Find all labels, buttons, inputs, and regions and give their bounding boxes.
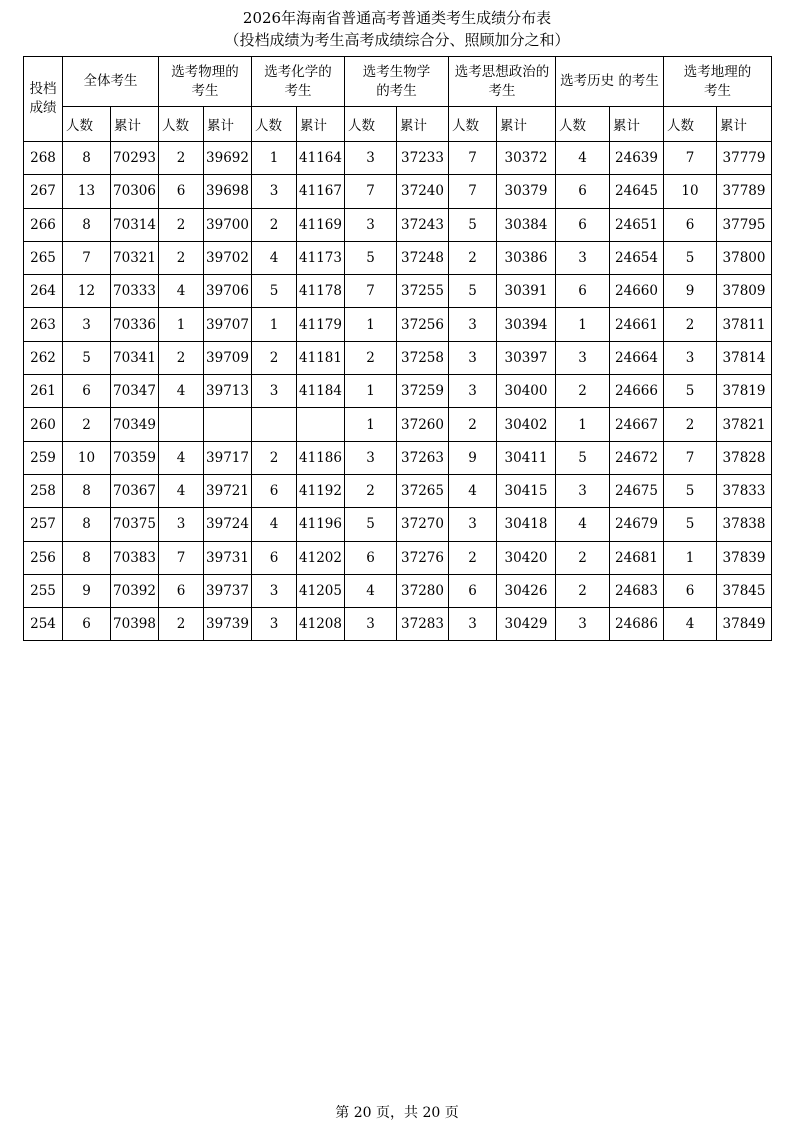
cumulative-cell: 37838 xyxy=(717,508,772,541)
cumulative-cell: 30426 xyxy=(497,574,556,607)
cumulative-cell: 70306 xyxy=(111,175,159,208)
cumulative-cell: 41205 xyxy=(297,574,345,607)
cumulative-cell: 41179 xyxy=(297,308,345,341)
count-cell: 3 xyxy=(63,308,111,341)
count-cell: 7 xyxy=(449,142,497,175)
count-cell: 3 xyxy=(252,608,297,641)
count-cell: 4 xyxy=(345,574,397,607)
cumulative-cell: 37795 xyxy=(717,208,772,241)
cumulative-cell: 30391 xyxy=(497,275,556,308)
count-cell: 12 xyxy=(63,275,111,308)
count-cell: 2 xyxy=(664,308,717,341)
cumulative-cell: 70367 xyxy=(111,474,159,507)
cumulative-cell: 39702 xyxy=(204,241,252,274)
count-cell: 5 xyxy=(345,241,397,274)
count-header: 人数 xyxy=(556,107,610,142)
count-cell: 5 xyxy=(345,508,397,541)
table-row xyxy=(24,574,772,607)
count-cell: 3 xyxy=(556,241,610,274)
score-cell: 267 xyxy=(24,175,63,208)
count-cell: 9 xyxy=(449,441,497,474)
count-cell: 4 xyxy=(159,474,204,507)
count-cell: 10 xyxy=(63,441,111,474)
count-cell: 2 xyxy=(556,541,610,574)
count-cell: 6 xyxy=(63,375,111,408)
cumulative-cell: 39737 xyxy=(204,574,252,607)
page-footer: 第 20 页，共 20 页 xyxy=(335,1105,459,1121)
count-cell: 2 xyxy=(345,341,397,374)
count-cell: 6 xyxy=(556,175,610,208)
cumulative-cell: 30429 xyxy=(497,608,556,641)
count-cell: 5 xyxy=(664,241,717,274)
cumulative-cell: 41186 xyxy=(297,441,345,474)
score-cell: 260 xyxy=(24,408,63,441)
count-cell: 8 xyxy=(63,142,111,175)
cumulative-cell: 39706 xyxy=(204,275,252,308)
count-cell: 6 xyxy=(556,275,610,308)
cumulative-cell: 24661 xyxy=(610,308,664,341)
count-cell: 6 xyxy=(252,541,297,574)
cumulative-cell: 70398 xyxy=(111,608,159,641)
count-cell: 5 xyxy=(556,441,610,474)
table-title: 2026年海南省普通高考普通类考生成绩分布表 xyxy=(242,9,552,27)
count-cell: 3 xyxy=(556,341,610,374)
table-row xyxy=(24,441,772,474)
cumulative-cell xyxy=(297,408,345,441)
cumulative-cell: 30418 xyxy=(497,508,556,541)
cumulative-cell: 37811 xyxy=(717,308,772,341)
cumulative-cell: 37258 xyxy=(397,341,449,374)
cumulative-cell: 30397 xyxy=(497,341,556,374)
count-cell: 2 xyxy=(159,241,204,274)
count-header: 人数 xyxy=(159,107,204,142)
count-cell: 4 xyxy=(556,508,610,541)
cumulative-cell: 37259 xyxy=(397,375,449,408)
count-cell: 1 xyxy=(345,308,397,341)
count-cell: 3 xyxy=(449,308,497,341)
cumulative-cell: 37240 xyxy=(397,175,449,208)
cumulative-cell: 39713 xyxy=(204,375,252,408)
count-cell: 4 xyxy=(449,474,497,507)
score-cell: 262 xyxy=(24,341,63,374)
count-cell: 3 xyxy=(345,441,397,474)
cumulative-cell: 70321 xyxy=(111,241,159,274)
cumulative-cell: 37265 xyxy=(397,474,449,507)
count-cell: 4 xyxy=(252,241,297,274)
count-cell: 2 xyxy=(159,208,204,241)
cumulative-cell xyxy=(204,408,252,441)
cumulative-cell: 37809 xyxy=(717,275,772,308)
count-cell xyxy=(159,408,204,441)
count-header: 人数 xyxy=(449,107,497,142)
cumulative-cell: 30372 xyxy=(497,142,556,175)
cumulative-cell: 41169 xyxy=(297,208,345,241)
count-cell: 7 xyxy=(63,241,111,274)
cumulative-cell: 70359 xyxy=(111,441,159,474)
count-cell: 3 xyxy=(252,574,297,607)
count-cell: 7 xyxy=(664,441,717,474)
count-cell: 4 xyxy=(159,375,204,408)
count-cell: 2 xyxy=(252,208,297,241)
cumulative-cell: 24645 xyxy=(610,175,664,208)
count-cell: 5 xyxy=(664,375,717,408)
count-cell: 7 xyxy=(159,541,204,574)
cumulative-cell: 37283 xyxy=(397,608,449,641)
count-cell: 6 xyxy=(345,541,397,574)
cumulative-cell: 37276 xyxy=(397,541,449,574)
table-row xyxy=(24,408,772,441)
table-row xyxy=(24,241,772,274)
count-cell: 8 xyxy=(63,208,111,241)
cumulative-header: 累计 xyxy=(111,107,159,142)
count-cell: 2 xyxy=(664,408,717,441)
score-cell: 263 xyxy=(24,308,63,341)
count-cell: 3 xyxy=(345,608,397,641)
table-row xyxy=(24,474,772,507)
cumulative-cell: 37828 xyxy=(717,441,772,474)
count-cell: 6 xyxy=(556,208,610,241)
count-cell: 2 xyxy=(159,341,204,374)
cumulative-cell: 37779 xyxy=(717,142,772,175)
count-cell: 3 xyxy=(252,375,297,408)
count-cell: 3 xyxy=(345,208,397,241)
cumulative-cell: 70392 xyxy=(111,574,159,607)
table-body xyxy=(24,142,772,641)
cumulative-cell: 24639 xyxy=(610,142,664,175)
score-cell: 259 xyxy=(24,441,63,474)
cumulative-cell: 39739 xyxy=(204,608,252,641)
group-header-chemistry: 选考化学的考生 xyxy=(252,57,345,107)
group-header-physics: 选考物理的考生 xyxy=(159,57,252,107)
count-cell: 1 xyxy=(252,142,297,175)
cumulative-cell: 30384 xyxy=(497,208,556,241)
count-cell: 2 xyxy=(449,541,497,574)
count-header: 人数 xyxy=(252,107,297,142)
cumulative-cell: 39700 xyxy=(204,208,252,241)
cumulative-cell: 37814 xyxy=(717,341,772,374)
cumulative-cell: 70349 xyxy=(111,408,159,441)
cumulative-cell: 70293 xyxy=(111,142,159,175)
count-cell: 4 xyxy=(159,441,204,474)
score-cell: 258 xyxy=(24,474,63,507)
count-cell: 5 xyxy=(664,474,717,507)
cumulative-cell: 30402 xyxy=(497,408,556,441)
count-cell: 6 xyxy=(664,208,717,241)
cumulative-cell: 37243 xyxy=(397,208,449,241)
cumulative-cell: 41202 xyxy=(297,541,345,574)
cumulative-cell: 24679 xyxy=(610,508,664,541)
count-cell: 2 xyxy=(252,441,297,474)
cumulative-cell: 41178 xyxy=(297,275,345,308)
cumulative-cell: 39709 xyxy=(204,341,252,374)
cumulative-cell: 39698 xyxy=(204,175,252,208)
count-cell: 9 xyxy=(63,574,111,607)
count-header: 人数 xyxy=(664,107,717,142)
cumulative-cell: 24683 xyxy=(610,574,664,607)
cumulative-cell: 30420 xyxy=(497,541,556,574)
count-cell: 5 xyxy=(449,208,497,241)
score-cell: 261 xyxy=(24,375,63,408)
cumulative-cell: 24651 xyxy=(610,208,664,241)
count-cell: 5 xyxy=(449,275,497,308)
cumulative-cell: 37233 xyxy=(397,142,449,175)
cumulative-header: 累计 xyxy=(717,107,772,142)
cumulative-cell: 41181 xyxy=(297,341,345,374)
count-cell: 2 xyxy=(345,474,397,507)
count-cell: 6 xyxy=(664,574,717,607)
count-cell: 3 xyxy=(345,142,397,175)
cumulative-cell: 39721 xyxy=(204,474,252,507)
count-cell: 7 xyxy=(345,175,397,208)
cumulative-cell: 24686 xyxy=(610,608,664,641)
count-cell: 8 xyxy=(63,508,111,541)
count-cell: 4 xyxy=(159,275,204,308)
cumulative-cell: 39724 xyxy=(204,508,252,541)
count-cell: 9 xyxy=(664,275,717,308)
count-cell: 3 xyxy=(159,508,204,541)
cumulative-cell: 30394 xyxy=(497,308,556,341)
cumulative-cell: 70375 xyxy=(111,508,159,541)
count-cell: 3 xyxy=(252,175,297,208)
score-distribution-table xyxy=(23,56,772,641)
cumulative-cell: 37248 xyxy=(397,241,449,274)
count-cell: 6 xyxy=(159,574,204,607)
count-cell: 8 xyxy=(63,474,111,507)
count-header: 人数 xyxy=(345,107,397,142)
group-header-all: 全体考生 xyxy=(63,57,159,107)
cumulative-cell: 24667 xyxy=(610,408,664,441)
table-subtitle: （投档成绩为考生高考成绩综合分、照顾加分之和） xyxy=(224,31,570,49)
count-cell: 3 xyxy=(556,474,610,507)
cumulative-cell: 24681 xyxy=(610,541,664,574)
cumulative-cell: 37255 xyxy=(397,275,449,308)
cumulative-cell: 37270 xyxy=(397,508,449,541)
cumulative-cell: 70336 xyxy=(111,308,159,341)
count-cell xyxy=(252,408,297,441)
count-cell: 3 xyxy=(449,608,497,641)
cumulative-cell: 30415 xyxy=(497,474,556,507)
count-cell: 4 xyxy=(556,142,610,175)
cumulative-cell: 70333 xyxy=(111,275,159,308)
cumulative-cell: 30379 xyxy=(497,175,556,208)
count-cell: 5 xyxy=(252,275,297,308)
count-cell: 2 xyxy=(159,608,204,641)
score-cell: 264 xyxy=(24,275,63,308)
count-cell: 1 xyxy=(556,308,610,341)
cumulative-cell: 41196 xyxy=(297,508,345,541)
count-cell: 6 xyxy=(159,175,204,208)
count-cell: 10 xyxy=(664,175,717,208)
cumulative-cell: 24675 xyxy=(610,474,664,507)
table-row xyxy=(24,208,772,241)
count-cell: 8 xyxy=(63,541,111,574)
count-cell: 3 xyxy=(449,341,497,374)
cumulative-cell: 41167 xyxy=(297,175,345,208)
cumulative-cell: 41192 xyxy=(297,474,345,507)
cumulative-header: 累计 xyxy=(297,107,345,142)
cumulative-cell: 70341 xyxy=(111,341,159,374)
count-cell: 2 xyxy=(556,574,610,607)
group-header-politics: 选考思想政治的考生 xyxy=(449,57,556,107)
cumulative-cell: 37833 xyxy=(717,474,772,507)
table-row xyxy=(24,375,772,408)
count-cell: 2 xyxy=(252,341,297,374)
score-cell: 257 xyxy=(24,508,63,541)
cumulative-cell: 70383 xyxy=(111,541,159,574)
table-row xyxy=(24,341,772,374)
count-cell: 5 xyxy=(664,508,717,541)
table-row xyxy=(24,541,772,574)
cumulative-cell: 41164 xyxy=(297,142,345,175)
count-cell: 2 xyxy=(63,408,111,441)
count-cell: 2 xyxy=(556,375,610,408)
count-cell: 7 xyxy=(345,275,397,308)
count-cell: 7 xyxy=(664,142,717,175)
count-cell: 1 xyxy=(556,408,610,441)
group-header-history: 选考历史 的考生 xyxy=(556,57,664,107)
cumulative-cell: 37280 xyxy=(397,574,449,607)
score-cell: 266 xyxy=(24,208,63,241)
cumulative-cell: 30411 xyxy=(497,441,556,474)
group-header-biology: 选考生物学的考生 xyxy=(345,57,449,107)
cumulative-cell: 37845 xyxy=(717,574,772,607)
group-header-geography: 选考地理的考生 xyxy=(664,57,772,107)
cumulative-cell: 37256 xyxy=(397,308,449,341)
count-cell: 3 xyxy=(556,608,610,641)
cumulative-cell: 30386 xyxy=(497,241,556,274)
cumulative-cell: 37819 xyxy=(717,375,772,408)
cumulative-cell: 37260 xyxy=(397,408,449,441)
cumulative-cell: 24672 xyxy=(610,441,664,474)
count-cell: 13 xyxy=(63,175,111,208)
table-row xyxy=(24,508,772,541)
count-cell: 6 xyxy=(252,474,297,507)
cumulative-cell: 24666 xyxy=(610,375,664,408)
count-cell: 4 xyxy=(252,508,297,541)
score-cell: 254 xyxy=(24,608,63,641)
cumulative-header: 累计 xyxy=(204,107,252,142)
cumulative-cell: 30400 xyxy=(497,375,556,408)
cumulative-cell: 70347 xyxy=(111,375,159,408)
count-cell: 6 xyxy=(449,574,497,607)
cumulative-cell: 39707 xyxy=(204,308,252,341)
cumulative-header: 累计 xyxy=(497,107,556,142)
count-cell: 6 xyxy=(63,608,111,641)
count-cell: 3 xyxy=(664,341,717,374)
score-cell: 265 xyxy=(24,241,63,274)
count-cell: 1 xyxy=(159,308,204,341)
cumulative-cell: 39731 xyxy=(204,541,252,574)
count-cell: 2 xyxy=(449,408,497,441)
cumulative-cell: 37800 xyxy=(717,241,772,274)
score-column-header: 投档成绩 xyxy=(24,57,63,142)
table-row xyxy=(24,175,772,208)
cumulative-cell: 24660 xyxy=(610,275,664,308)
cumulative-cell: 37821 xyxy=(717,408,772,441)
score-cell: 256 xyxy=(24,541,63,574)
cumulative-cell: 39692 xyxy=(204,142,252,175)
cumulative-cell: 37849 xyxy=(717,608,772,641)
count-cell: 1 xyxy=(252,308,297,341)
count-cell: 4 xyxy=(664,608,717,641)
count-cell: 5 xyxy=(63,341,111,374)
cumulative-cell: 24664 xyxy=(610,341,664,374)
cumulative-cell: 37263 xyxy=(397,441,449,474)
table-row xyxy=(24,608,772,641)
count-cell: 3 xyxy=(449,508,497,541)
count-cell: 2 xyxy=(449,241,497,274)
count-cell: 2 xyxy=(159,142,204,175)
cumulative-cell: 70314 xyxy=(111,208,159,241)
cumulative-cell: 41208 xyxy=(297,608,345,641)
cumulative-cell: 39717 xyxy=(204,441,252,474)
count-cell: 1 xyxy=(664,541,717,574)
score-cell: 268 xyxy=(24,142,63,175)
count-cell: 1 xyxy=(345,375,397,408)
cumulative-header: 累计 xyxy=(610,107,664,142)
cumulative-cell: 24654 xyxy=(610,241,664,274)
cumulative-cell: 37789 xyxy=(717,175,772,208)
cumulative-header: 累计 xyxy=(397,107,449,142)
cumulative-cell: 41184 xyxy=(297,375,345,408)
table-row xyxy=(24,142,772,175)
count-cell: 1 xyxy=(345,408,397,441)
count-cell: 7 xyxy=(449,175,497,208)
count-cell: 3 xyxy=(449,375,497,408)
cumulative-cell: 37839 xyxy=(717,541,772,574)
table-row xyxy=(24,275,772,308)
cumulative-cell: 41173 xyxy=(297,241,345,274)
count-header: 人数 xyxy=(63,107,111,142)
table-row xyxy=(24,308,772,341)
score-cell: 255 xyxy=(24,574,63,607)
